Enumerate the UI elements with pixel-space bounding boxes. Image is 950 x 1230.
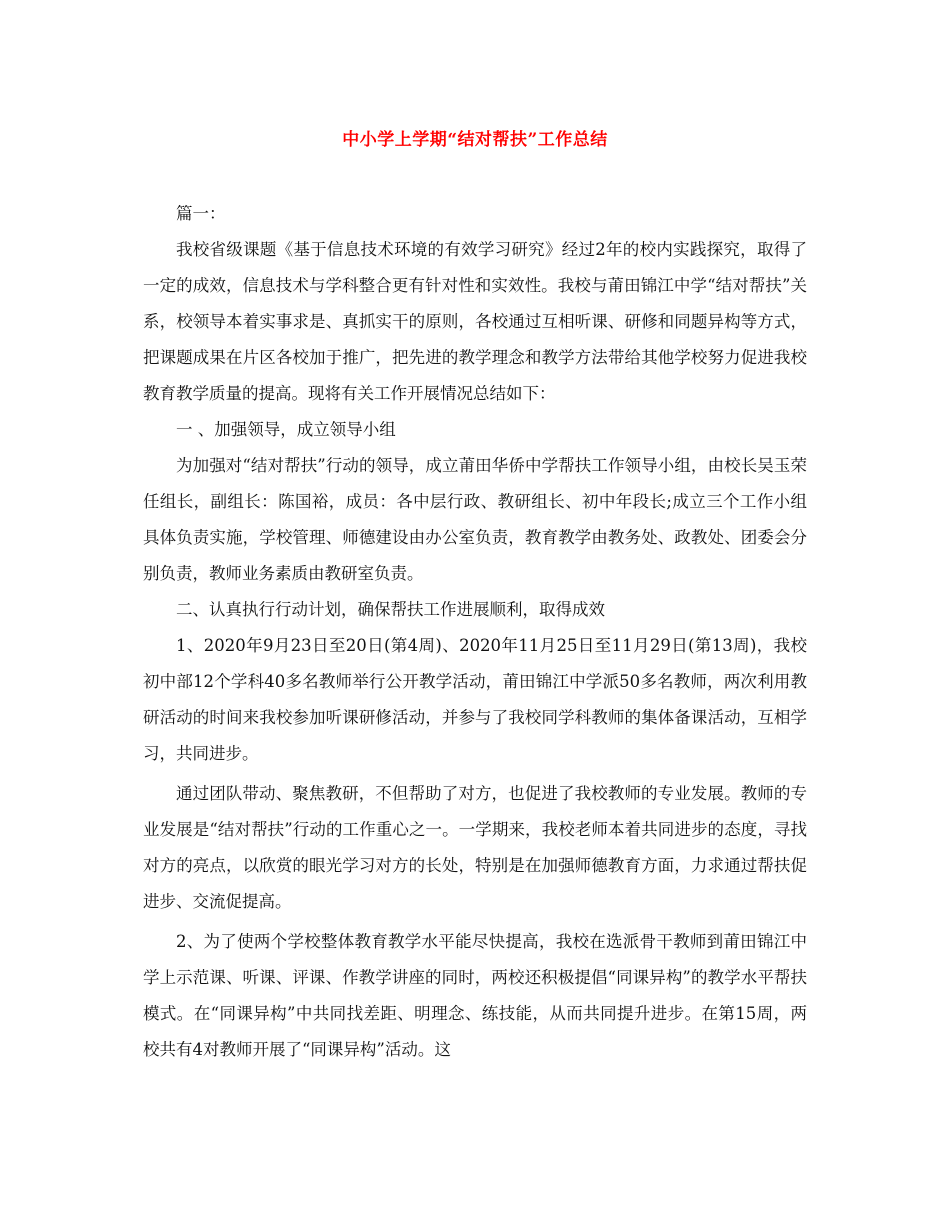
paragraph-heading-1: 一 、加强领导，成立领导小组 [176,420,396,439]
paragraph-intro: 我校省级课题《基于信息技术环境的有效学习研究》经过2年的校内实践探究，取得了一定的成效，信息技术与学科整合更有针对性和实效性。我校与莆田锦江中学“结对帮扶”关系，校领导本着实事求是、真抓实干的原则，各校通过互相听课、研修和同题异构等方式，把课题成果在片区各校加于推广，把先进的教学理念和教学方法带给其他学校努力促进我校教育教学质量的提高。现将有关工作开展情况总结如下： [143,240,807,403]
paragraph-heading-2: 二、认真执行行动计划，确保帮扶工作进展顺利，取得成效 [176,600,605,619]
document-title: 中小学上学期“结对帮扶”工作总结 [342,130,608,150]
document-body [143,196,807,1068]
paragraph-item-2: 2、为了使两个学校整体教育教学水平能尽快提高，我校在选派骨干教师到莆田锦江中学上示范课、听课、评课、作教学讲座的同时，两校还积极提倡“同课异构”的教学水平帮扶模式。在“同课异构”中共同找差距、明理念、练技能，从而共同提升进步。在第15周，两校共有4对教师开展了“同课异构”活动。这 [143,932,807,1059]
paragraph-section-label: 篇一： [176,204,226,223]
paragraph-development: 通过团队带动、聚焦教研，不但帮助了对方，也促进了我校教师的专业发展。教师的专业发展是“结对帮扶”行动的工作重心之一。一学期来，我校老师本着共同进步的态度，寻找对方的亮点，以欣赏的眼光学习对方的长处，特别是在加强师德教育方面，力求通过帮扶促进步、交流促提高。 [143,784,807,911]
paragraph-leadership: 为加强对“结对帮扶”行动的领导，成立莆田华侨中学帮扶工作领导小组，由校长吴玉荣任组长，副组长：陈国裕，成员：各中层行政、教研组长、初中年段长;成立三个工作小组具体负责实施，学校管理、师德建设由办公室负责，教育教学由教务处、政教处、团委会分别负责，教师业务素质由教研室负责。 [143,456,807,583]
paragraph-item-1: 1、2020年9月23日至20日(第4周)、2020年11月25日至11月29日(第13周)，我校初中部12个学科40多名教师举行公开教学活动，莆田锦江中学派50多名教师，两次利用教研活动的时间来我校参加听课研修活动，并参与了我校同学科教师的集体备课活动，互相学习，共同进步。 [143,636,807,763]
